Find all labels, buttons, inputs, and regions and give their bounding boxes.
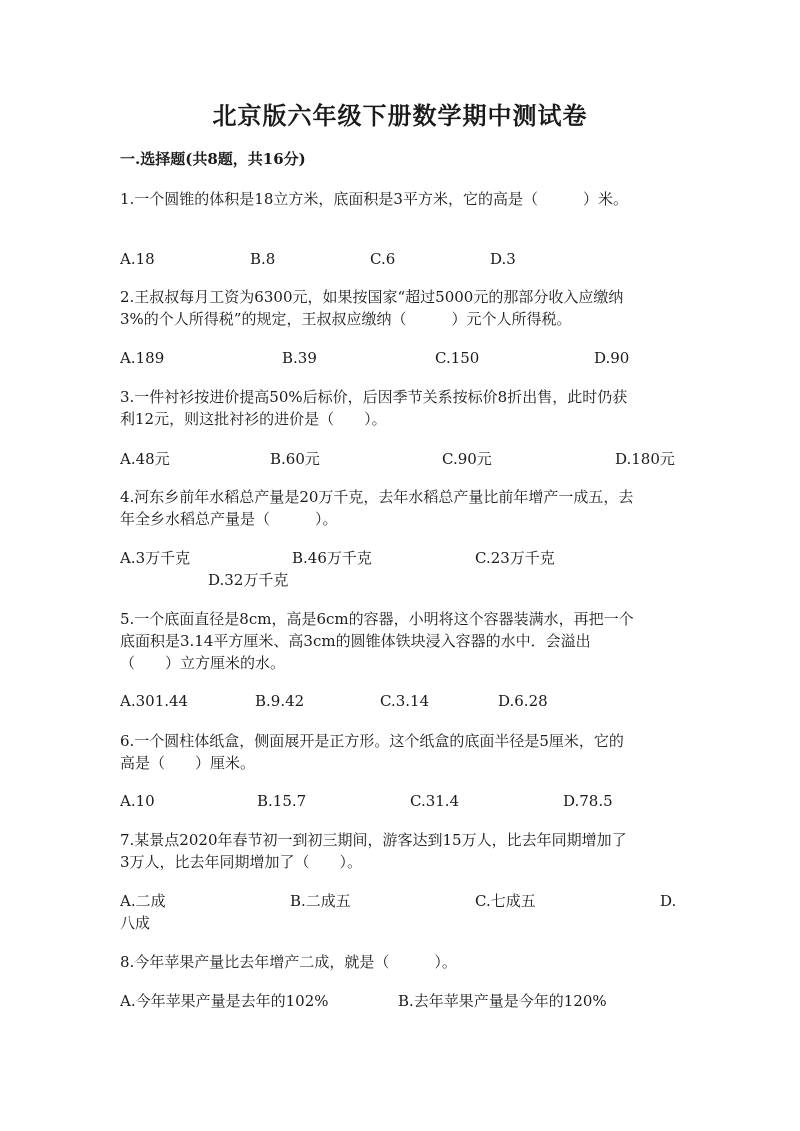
option-b: B.15.7 <box>257 792 307 810</box>
option-b: B.46万千克 <box>292 549 372 567</box>
option-d: D.32万千克 <box>208 571 289 589</box>
question-text-line: 1.一个圆锥的体积是18立方米，底面积是3平方米，它的高是（ ）米。 <box>120 190 628 208</box>
question-text-line: 利12元，则这批衬衫的进价是（ ）。 <box>120 410 387 428</box>
option-a: A.3万千克 <box>120 549 191 567</box>
option-a: A.18 <box>120 250 155 268</box>
option-a: A.今年苹果产量是去年的102% <box>120 992 329 1010</box>
question-text-line: 底面积是3.14平方厘米、高3cm的圆锥体铁块浸入容器的水中．会溢出 <box>120 632 591 650</box>
option-b: B.去年苹果产量是今年的120% <box>398 992 607 1010</box>
option-d: D.6.28 <box>498 692 548 710</box>
question-text-line: 3万人，比去年同期增加了（ ）。 <box>120 853 363 871</box>
option-a: A.10 <box>120 792 155 810</box>
question-6 <box>120 730 685 774</box>
question-text-line: 4.河东乡前年水稻总产量是20万千克，去年水稻总产量比前年增产一成五，去 <box>120 488 634 506</box>
option-a: A.二成 <box>120 892 166 910</box>
question-1 <box>120 188 685 210</box>
option-b: B.9.42 <box>255 692 305 710</box>
question-text-line: 2.王叔叔每月工资为6300元，如果按国家“超过5000元的那部分收入应缴纳 <box>120 288 624 306</box>
question-4 <box>120 486 685 530</box>
option-d: D.180元 <box>615 450 675 468</box>
option-d-text: 八成 <box>120 914 151 932</box>
option-a: A.189 <box>120 349 165 367</box>
question-text-line: 高是（ ）厘米。 <box>120 754 256 772</box>
option-d: D.78.5 <box>563 792 613 810</box>
question-text-line: 3%的个人所得税”的规定，王叔叔应缴纳（ ）元个人所得税。 <box>120 310 572 328</box>
question-text-line: 7.某景点2020年春节初一到初三期间，游客达到15万人，比去年同期增加了 <box>120 831 627 849</box>
option-b: B.二成五 <box>290 892 351 910</box>
question-7 <box>120 829 685 873</box>
question-2 <box>120 286 685 330</box>
question-text-line: 6.一个圆柱体纸盒，侧面展开是正方形。这个纸盒的底面半径是5厘米，它的 <box>120 732 624 750</box>
question-5 <box>120 608 685 674</box>
question-8 <box>120 951 685 973</box>
question-text-line: 3.一件衬衫按进价提高50%后标价，后因季节关系按标价8折出售，此时仍获 <box>120 388 628 406</box>
option-c: C.150 <box>435 349 480 367</box>
question-text-line: 5.一个底面直径是8cm，高是6cm的容器，小明将这个容器装满水，再把一个 <box>120 610 634 628</box>
option-c: C.31.4 <box>410 792 460 810</box>
option-c: C.23万千克 <box>475 549 555 567</box>
option-d: D.3 <box>490 250 516 268</box>
page-title: 北京版六年级下册数学期中测试卷 <box>212 101 588 130</box>
question-text-line: 8.今年苹果产量比去年增产二成，就是（ ）。 <box>120 953 457 971</box>
option-d: D.90 <box>594 349 630 367</box>
option-c: C.3.14 <box>380 692 430 710</box>
section-heading: 一.选择题(共8题，共16分) <box>120 150 306 168</box>
option-c: C.七成五 <box>475 892 536 910</box>
question-text-line: （ ）立方厘米的水。 <box>120 654 286 672</box>
option-a: A.301.44 <box>120 692 189 710</box>
option-b: B.60元 <box>270 450 320 468</box>
option-b: B.39 <box>282 349 317 367</box>
option-b: B.8 <box>250 250 276 268</box>
option-a: A.48元 <box>120 450 170 468</box>
option-c: C.6 <box>370 250 396 268</box>
question-3 <box>120 386 685 430</box>
option-d-label: D. <box>660 892 677 910</box>
question-text-line: 年全乡水稻总产量是（ ）。 <box>120 510 338 528</box>
option-c: C.90元 <box>442 450 492 468</box>
